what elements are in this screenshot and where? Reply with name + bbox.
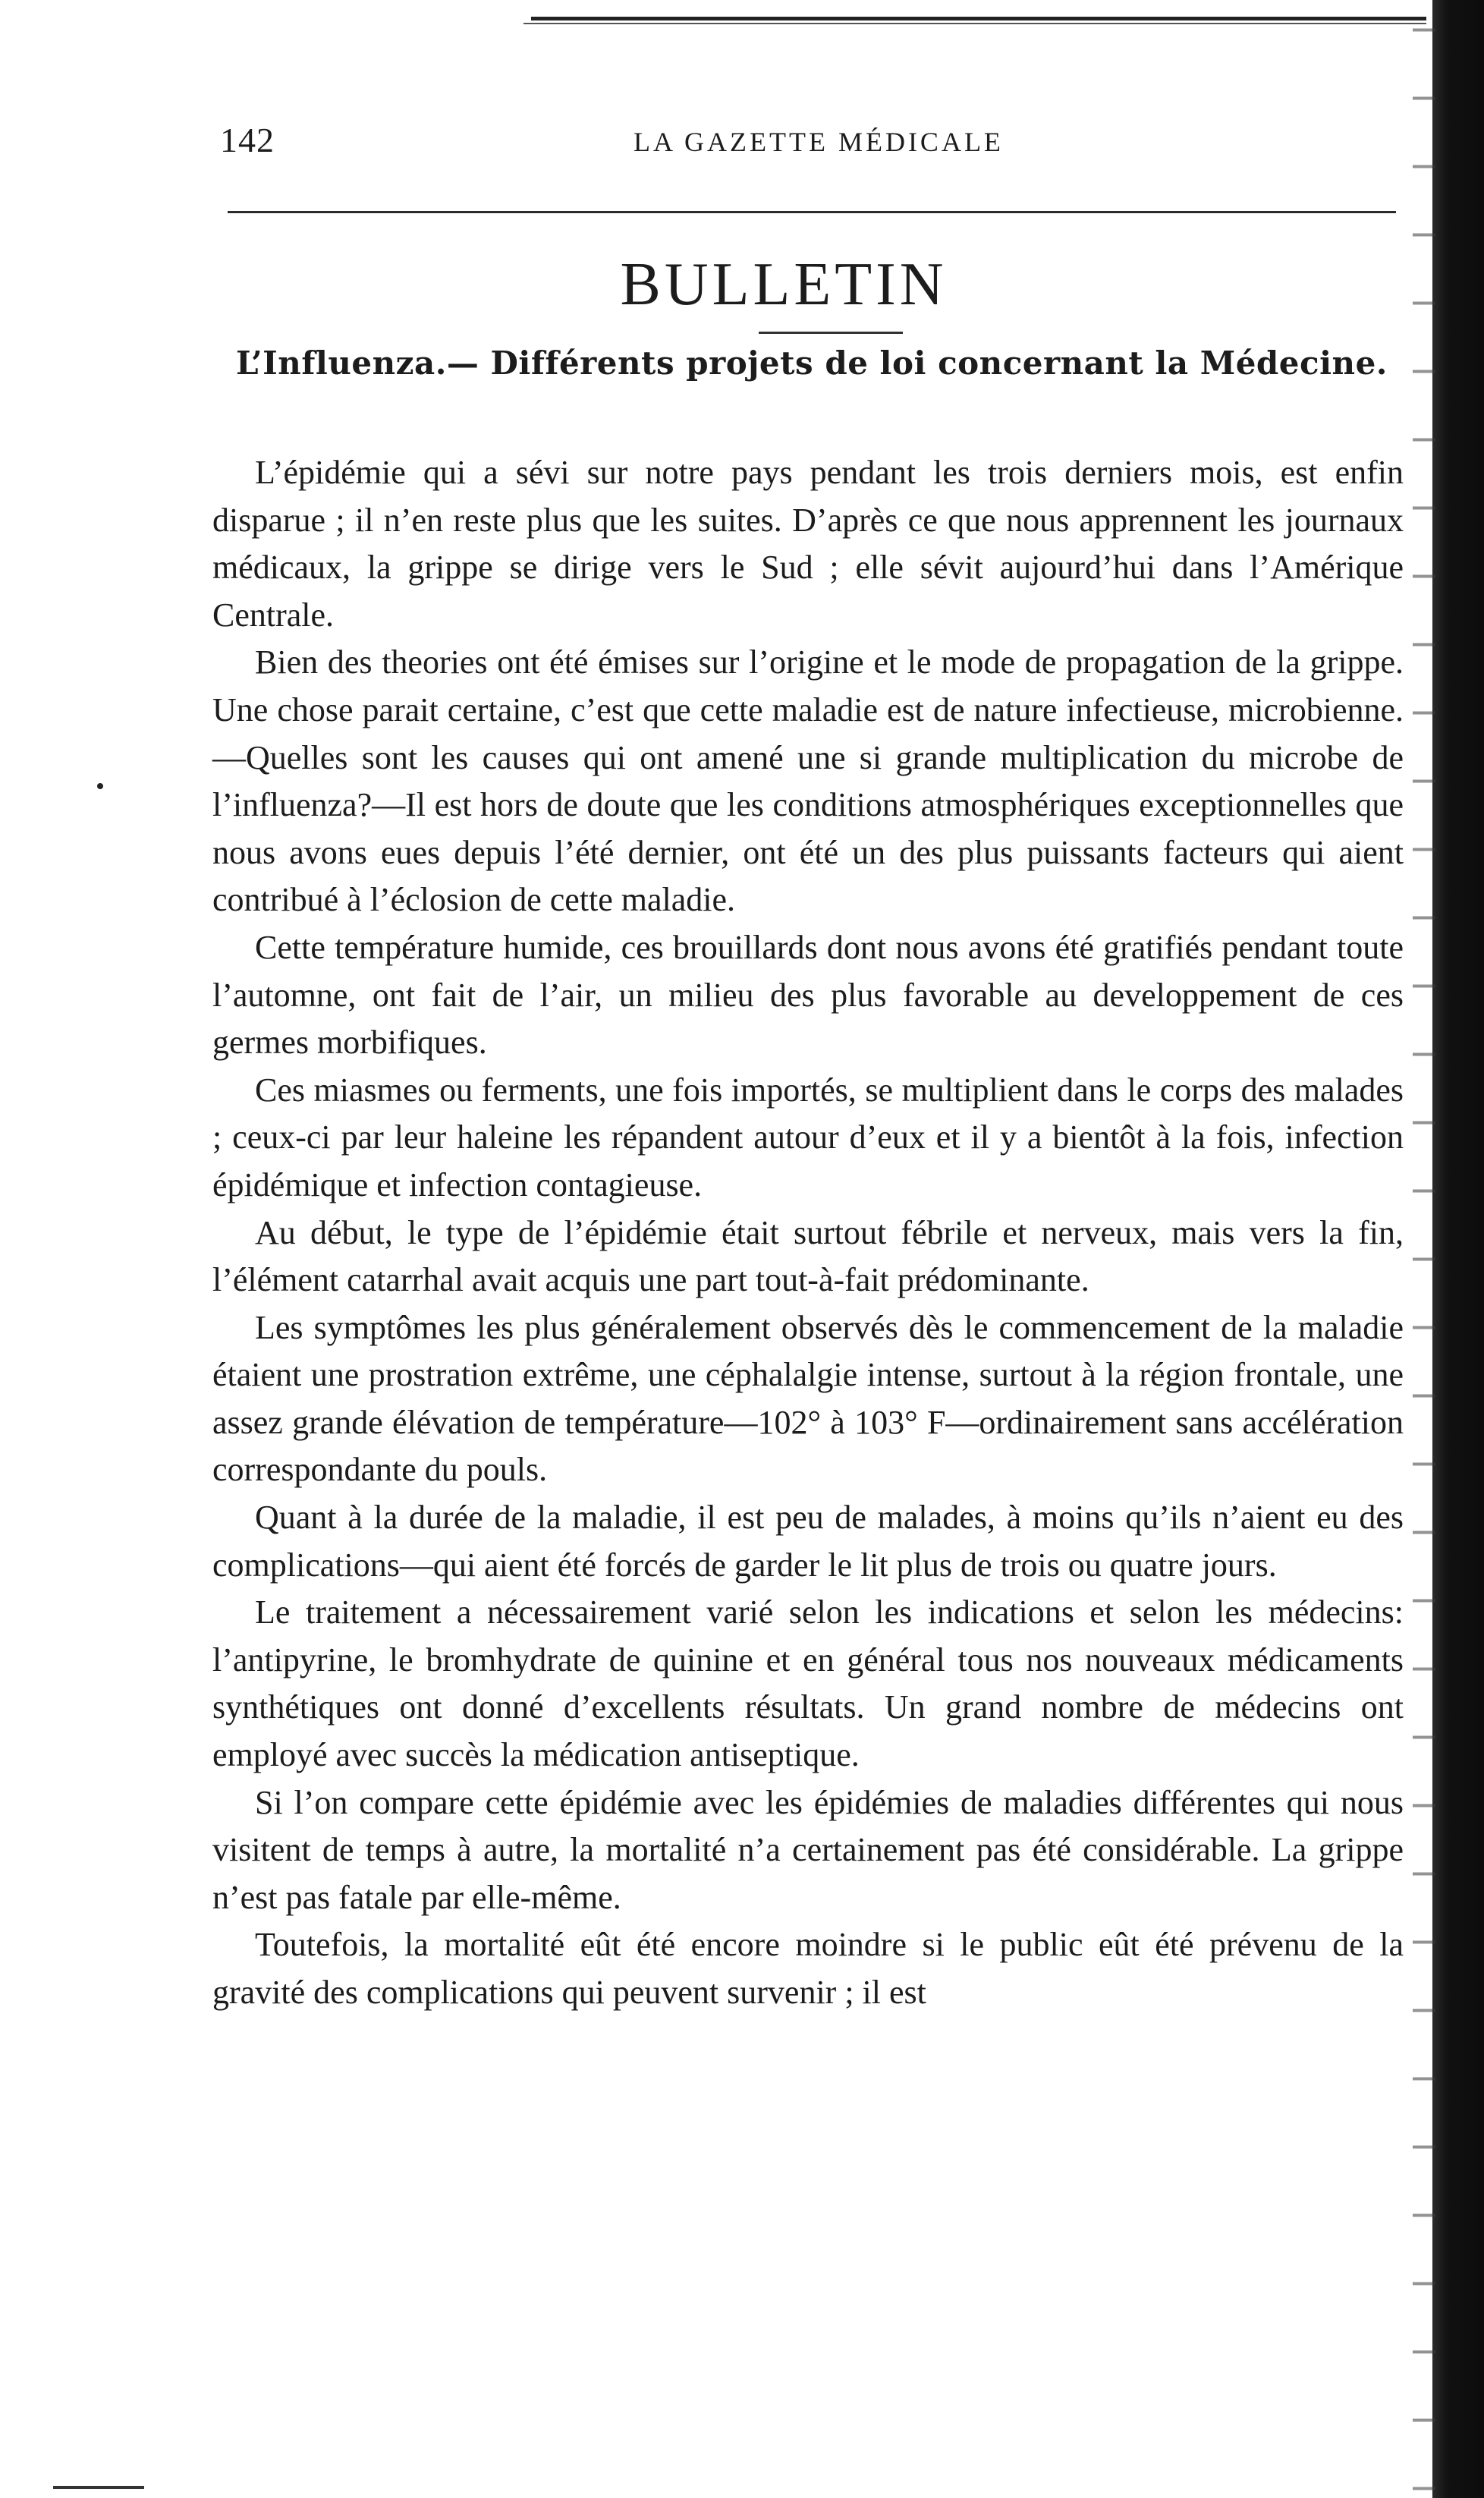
paragraph: Ces miasmes ou ferments, une fois importés, se multiplient dans le corps des malades ; ceux-ci par leur haleine les répandent autour d’eux et il y a bientôt à la fois, infection épidémique et infection contagieuse. <box>212 1071 1404 1203</box>
paragraph: Bien des theories ont été émises sur l’origine et le mode de propagation de la grippe. Une chose parait certaine, c’est que cette maladie est de nature infectieuse, microbienne.—Quelles sont les causes qui ont amené une si grande multiplication du microbe de l’influenza?—Il est hors de doute que les conditions atmosphériques exceptionnelles que nous avons eues depuis l’été dernier, ont été un des plus puissants facteurs qui aient contribué à l’éclosion de cette maladie. <box>212 643 1404 919</box>
running-head <box>220 120 1388 165</box>
journal-title: LA GAZETTE MÉDICALE <box>634 127 1004 157</box>
paragraph: Si l’on compare cette épidémie avec les épidémies de maladies différentes qui nous visitent de temps à autre, la mortalité n’a certainement pas été considérable. La grippe n’est pas fatale par elle-même. <box>212 1783 1404 1916</box>
paragraph: Cette température humide, ces brouillards dont nous avons été gratifiés pendant toute l’automne, ont fait de l’air, un milieu des plus favorable au developpement de ces germes morbifiques. <box>212 928 1404 1062</box>
article-body <box>212 449 1404 2017</box>
page-number: 142 <box>220 121 275 159</box>
paragraph: Au début, le type de l’épidémie était surtout fébrile et nerveux, mais vers la fin, l’élément catarrhal avait acquis une part tout-à-fait prédominante. <box>212 1213 1404 1299</box>
scan-edge-bottom <box>53 2486 144 2489</box>
article-subheading: L’Influenza.— Différents projets de loi concernant la Médecine. <box>236 344 1388 382</box>
paragraph: L’épidémie qui a sévi sur notre pays pendant les trois derniers mois, est enfin disparue ; il n’en reste plus que les suites. D’après ce que nous apprennent les journaux médicaux, la grippe se dirige vers le Sud ; elle sévit aujourd’hui dans l’Amérique Centrale. <box>212 454 1404 634</box>
paragraph: Les symptômes les plus généralement observés dès le commencement de la maladie étaient une prostration extrême, une céphalalgie intense, surtout à la région frontale, une assez grande élévation de température—102° à 103° F—ordinairement sans accélération correspondante du pouls. <box>212 1308 1404 1489</box>
title-rule <box>759 332 903 334</box>
paragraph: Le traitement a nécessairement varié selon les indications et selon les médecins: l’antipyrine, le bromhydrate de quinine et en général tous nos nouveaux médicaments synthétiques ont donné d’excellents résultats. Un grand nombre de médecins ont employé avec succès la médication antiseptique. <box>212 1593 1404 1774</box>
scan-edge-top <box>531 17 1426 20</box>
scan-edge-top-thin <box>523 23 1426 24</box>
header-rule <box>228 211 1396 213</box>
paragraph: Toutefois, la mortalité eût été encore moindre si le public eût été prévenu de la gravité des complications qui peuvent survenir ; il est <box>212 1926 1404 2011</box>
ink-spot <box>97 783 103 789</box>
section-title: BULLETIN <box>620 251 948 318</box>
paragraph: Quant à la durée de la maladie, il est peu de malades, à moins qu’ils n’aient eu des complications—qui aient été forcés de garder le lit plus de trois ou quatre jours. <box>212 1499 1404 1584</box>
scan-edge-right <box>1432 0 1484 2498</box>
scan-edge-speckle <box>1413 0 1435 2498</box>
